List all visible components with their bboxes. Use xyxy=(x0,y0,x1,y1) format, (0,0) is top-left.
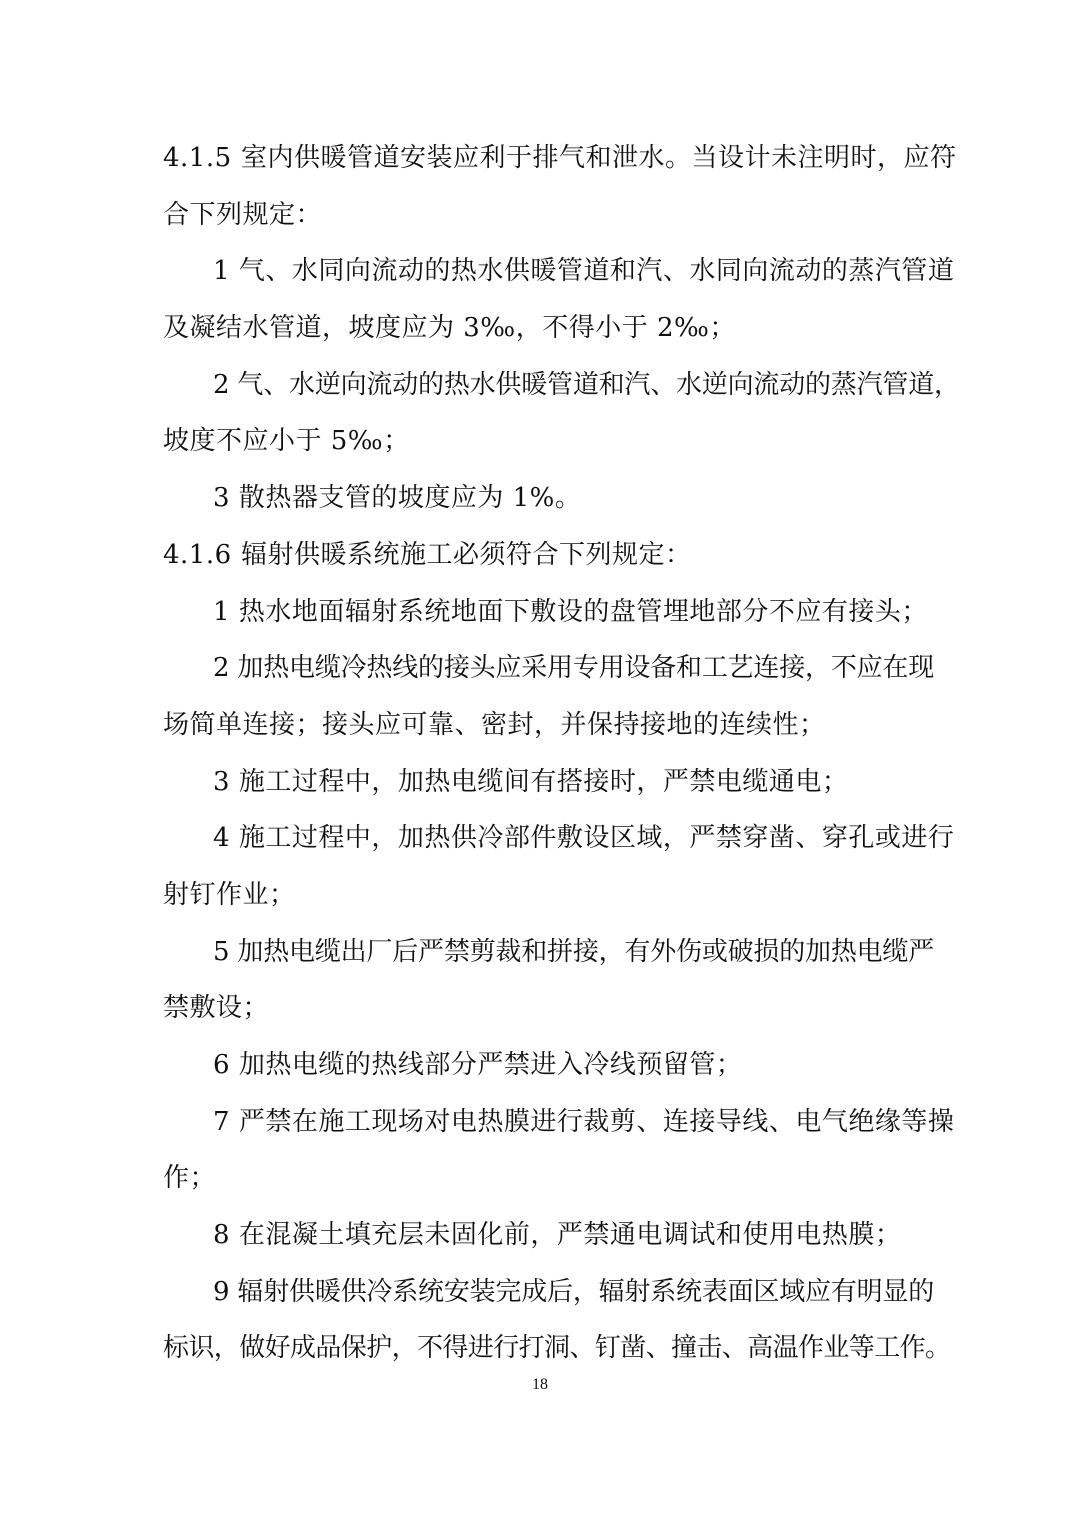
list-item xyxy=(163,1207,919,1264)
list-item-continuation xyxy=(163,300,919,357)
clause-text: 合下列规定： xyxy=(163,199,323,230)
list-item xyxy=(163,1094,955,1151)
list-item xyxy=(163,754,919,811)
list-item xyxy=(163,584,928,641)
item-text: 施工过程中，加热供冷部件敷设区域，严禁穿凿、穿孔或进行 xyxy=(238,823,955,854)
page-body xyxy=(163,130,960,1377)
list-item-continuation xyxy=(163,1150,919,1207)
item-number: 4 xyxy=(213,823,231,854)
item-number: 7 xyxy=(213,1106,231,1137)
clause-text: 辐射供暖系统施工必须符合下列规定： xyxy=(241,539,692,570)
item-number: 2 xyxy=(213,653,230,684)
clause-text: 室内供暖管道安装应利于排气和泄水。当设计未注明时，应符 xyxy=(241,143,957,173)
list-item-continuation xyxy=(163,867,919,924)
item-number: 8 xyxy=(213,1220,231,1251)
page-number: 18 xyxy=(532,1376,548,1393)
list-item xyxy=(163,640,935,697)
item-text: 气、水逆向流动的热水供暖管道和汽、水逆向流动的蒸汽管道， xyxy=(237,369,960,400)
list-item xyxy=(163,470,919,527)
item-number: 5 xyxy=(213,936,230,967)
item-text: 作； xyxy=(163,1163,217,1194)
item-text: 加热电缆冷热线的接头应采用专用设备和工艺连接，不应在现 xyxy=(237,653,935,684)
item-text: 严禁在施工现场对电热膜进行裁剪、连接导线、电气绝缘等操 xyxy=(238,1106,955,1137)
clause-number: 4.1.6 xyxy=(163,539,232,570)
list-item-continuation xyxy=(163,697,919,754)
item-text: 加热电缆出厂后严禁剪裁和拼接，有外伤或破损的加热电缆严 xyxy=(237,936,935,967)
item-number: 3 xyxy=(213,766,231,797)
item-text: 在混凝土填充层未固化前，严禁通电调试和使用电热膜； xyxy=(238,1220,902,1251)
list-item xyxy=(163,924,935,981)
item-text: 加热电缆的热线部分严禁进入冷线预留管； xyxy=(238,1050,743,1080)
list-item xyxy=(163,810,955,867)
clause-4-1-6-heading xyxy=(163,527,919,584)
item-text: 标识，做好成品保护，不得进行打洞、钉凿、撞击、高温作业等工作。 xyxy=(163,1333,951,1364)
item-number: 1 xyxy=(213,596,231,627)
item-text: 施工过程中，加热电缆间有搭接时，严禁电缆通电； xyxy=(238,766,849,797)
list-item xyxy=(163,1037,919,1094)
item-number: 2 xyxy=(213,369,230,400)
clause-4-1-5-heading xyxy=(163,130,957,187)
item-text: 场简单连接；接头应可靠、密封，并保持接地的连续性； xyxy=(163,709,826,740)
list-item xyxy=(163,357,960,414)
list-item xyxy=(163,1264,935,1321)
list-item xyxy=(163,243,955,300)
item-text: 辐射供暖供冷系统安装完成后，辐射系统表面区域应有明显的 xyxy=(237,1276,935,1307)
list-item-continuation xyxy=(163,980,919,1037)
item-text: 射钉作业； xyxy=(163,879,296,910)
item-number: 6 xyxy=(213,1050,231,1080)
item-text: 散热器支管的坡度应为 1%。 xyxy=(238,483,582,514)
clause-number: 4.1.5 xyxy=(163,143,232,173)
list-item-continuation xyxy=(163,413,919,470)
list-item-continuation xyxy=(163,1320,951,1377)
item-text: 禁敷设； xyxy=(163,993,270,1024)
clause-4-1-5-continuation xyxy=(163,187,919,244)
item-number: 3 xyxy=(213,483,231,514)
item-text: 气、水同向流动的热水供暖管道和汽、水同向流动的蒸汽管道 xyxy=(238,256,955,287)
item-number: 1 xyxy=(213,256,231,287)
item-text: 坡度不应小于 5‰； xyxy=(163,426,410,457)
item-text: 及凝结水管道，坡度应为 3‰，不得小于 2‰； xyxy=(163,313,736,344)
item-text: 热水地面辐射系统地面下敷设的盘管埋地部分不应有接头； xyxy=(238,596,928,627)
item-number: 9 xyxy=(213,1276,230,1307)
